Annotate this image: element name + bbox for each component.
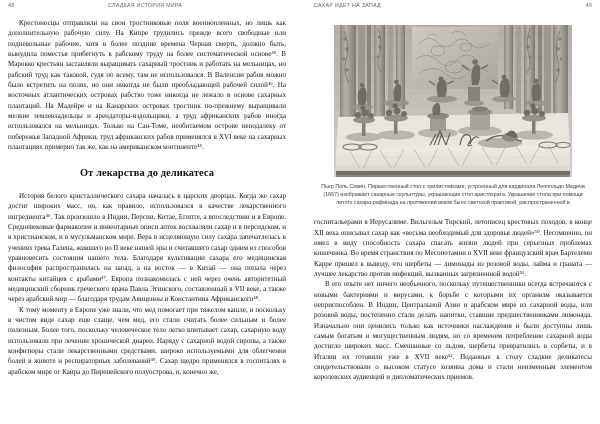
page-right [300,0,600,424]
engraving-image [334,25,572,177]
paragraph: В его опыте нет ничего необычного, поскольку путешественники всегда встречаются с новыми бактериями и вирусами, к борьбе с которыми их организм оказывается неприспособлен. В Индии, Центральной Азии и арабском мире из сахарной воды, или розовой воды, постепенно стали делать напитки, ставшие предшественниками лимонада. Изначально они ценились только как источники наслаждения и были доступны лишь самым богатым и могущественным людям, но со временем потребление сахарной воды достигло широких масс. Смешанные со льдом, шербеты превратились в сорбеты, и в Италии их готовили уже в XVII веке⁵². Поданные к столу сладкие деликатесы свидетельствовали о высоком статусе хозяина дома и стали неизменным элементом королевских аудиенций и дипломатических приемов. [314,280,592,382]
folio-left: 48 [8,3,15,9]
running-head-title-right: САХАР ИДЕТ НА ЗАПАД [314,3,381,9]
running-head-left [8,0,286,18]
figure-banquet-table [314,25,592,207]
running-head-title-left: СЛАДКАЯ ИСТОРИЯ МИРА [108,3,183,9]
paragraph: История белого кристаллического сахара началась в царских дворцах. Когда же сахар достиг широких масс, он, как правило, использовался в качестве лекарственного ингредиента⁴⁶. Так произошло в Индии, Персии, Китае, Египте, а впоследствии и в Европе. Средневековые фармакопеи и инвентарные описи аптек восхваляли сахар и в персидском, и в христианском, и в мусульманском мире. Вера в исцеляющую силу сахара запечатлелась в учениях грека Галена, жившего во II веке нашей эры и считавшего сахар одним из способов уравновесить состояния нашего тела. Благодаря культивации сахара его медицинская философия распространилась на запад, а на восток — в Китай — она попала через контакты китайцев с арабами⁴⁷. Европа познакомилась с ней через очень авторитетный медицинский сборник греческого врача Павла Эгинского, составленный в VII веке, а также через арабский мир — благодаря трудам Авиценны и Константина Африканского⁴⁸. [8,191,286,304]
running-head-right [314,0,592,18]
paragraph: госпитальерами в Иерусалиме. Вильгельм Тирский, летописец крестовых походов, в конце XII века описывал сахар как «весьма необходимый для здоровья людей»⁵⁰. Несомненно, он имел в виду способность сахара спасать жизни людей при серьезных проблемах кишечника. Во время странствия по Месопотамии в XVII веке французский врач Бартелеми Карре пришел к выводу, что шербеты — лимонады из розовой воды, лайма и граната — лучшее лекарство против инфекций, вызванных загрязненной водой⁵¹. [314,218,592,278]
paragraph: К тому моменту в Европе уже знали, что мед помогает при тяжелом кашле, и поскольку в чистом виде сахар еще слаще, чем мед, его стали считать более сильным и более полезным. Более того, поскольку человеческое тело легко впитывает сахар, сахарную воду использовали при лечении хронической диареи. Наряду с сахарной водой сиропы, а также конфитюры стали лекарственными средствами, широко используемыми для облегчения болей в животе и респираторных заболеваний⁴⁹. Сахар щедро применялся в госпиталях в арабском мире от Каира до Пиренейского полуострова, и, конечно же, [8,305,286,376]
body-column-right [314,217,592,383]
engraving-artwork [334,25,572,177]
section-heading: От лекарства до деликатеса [79,168,214,180]
body-column-left [8,18,286,377]
paragraph: Крестоносцы отправляли на свои тростниковые поля военнопленных, но лишь как дополнительную рабочую силу. На Кипре трудились прежде всего свободные или подневольные рабочие, хотя в более поздние времена Черная смерть, должно быть, вынудила поместья прибегнуть к рабскому труду на более систематической основе⁴⁵. В Марокко крестьян заставляли выращивать сахарный тростник и работать на мельницах, но рабский труд как таковой, судя по всему, там не использовался. В Валенсии рабов можно было встретить на полях, но они никогда не были преобладающей рабочей силой⁴⁶. На восточных атлантических островах рабство тоже никогда не лежало в основе сахарных плантаций. На Мадейре и на Канарских островах тростник по-прежнему выращивали мелкие землевладельцы и арендаторы-издольщики, а труд африканских рабов иногда использовался на мельницах. Только на Сан-Томе, необитаемом острове неподалеку от побережья Западной Африки, труд африканских рабов применялся в XVI веке на сахарных плантациях примерно так же, как на американском континенте⁴⁵. [8,19,286,152]
folio-right: 49 [585,3,592,9]
figure-caption: Пьер Поль Севин. Пиршественный стол с трилистниками, устроенный для кардинала Леопольдо Медичи (1667) изображает сахарные скульптуры, украшающие стол аристократа. Украшение стола при помощи литого сахара-рафинада на протяжении веков было светской практикой, распространенной в [321,184,585,207]
